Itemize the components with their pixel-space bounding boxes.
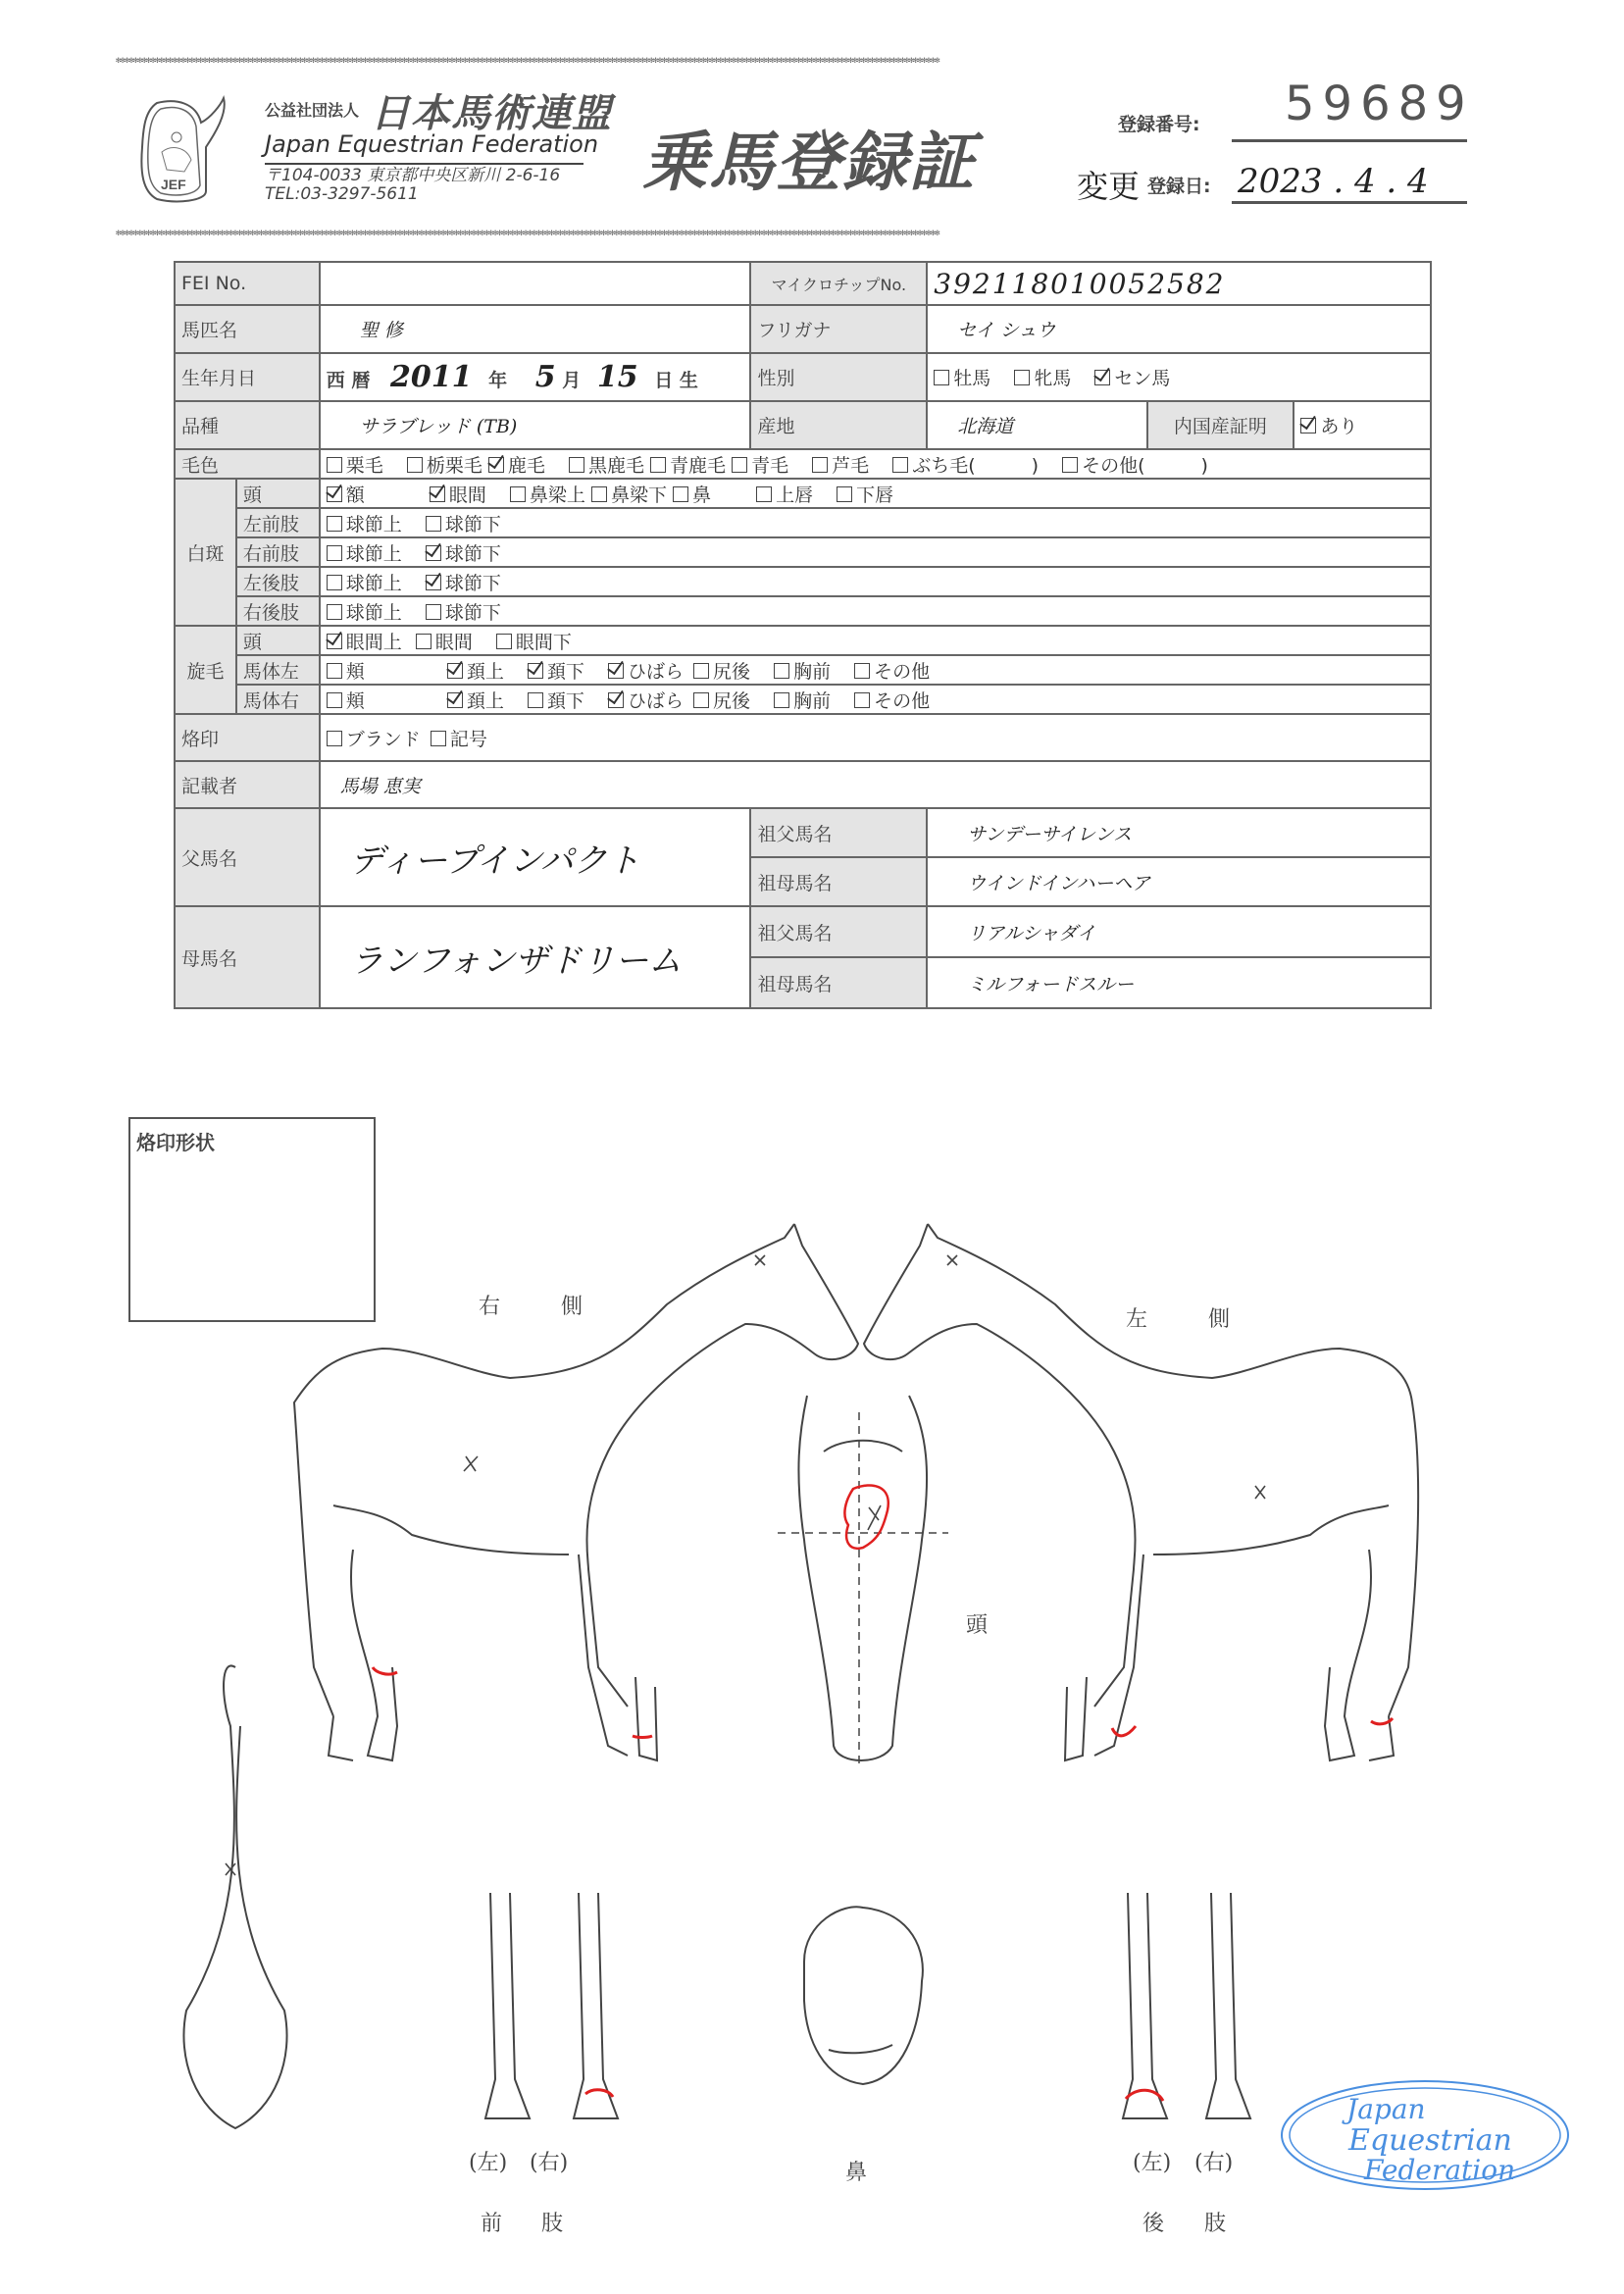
horse-top-view-drawing <box>183 1665 286 2128</box>
chip-field[interactable]: 392118010052582 <box>927 262 1431 305</box>
hind-legs-drawing <box>1123 1893 1250 2118</box>
breed-field[interactable]: サラブレッド (TB) <box>320 401 751 449</box>
color-option[interactable]: その他( ) <box>1062 451 1208 478</box>
head-label: 頭 <box>966 1613 989 1638</box>
part-label: 馬体右 <box>236 685 320 714</box>
front-right-label: (右) <box>530 2151 569 2175</box>
brand-options: ブランド 記号 <box>320 714 1431 761</box>
part-label: 右後肢 <box>236 596 320 626</box>
org-name-jp: 日本馬術連盟 <box>371 91 612 136</box>
fei-label: FEI No. <box>175 262 320 305</box>
whorl-body-right-options: 頬 頚上 頚下 ひばら 尻後 胸前 その他 <box>320 685 1431 714</box>
name-field[interactable]: 聖 修 <box>320 305 751 353</box>
svg-text:Federation: Federation <box>1364 2154 1516 2186</box>
color-option-checked[interactable]: 鹿毛 <box>488 451 545 478</box>
dob-day: 15 <box>596 360 638 394</box>
horse-left-side-drawing <box>864 1224 1418 1760</box>
front-left-label: (左) <box>469 2151 508 2175</box>
sex-label: 性別 <box>750 353 927 401</box>
kana-label: フリガナ <box>750 305 927 353</box>
part-label: 頭 <box>236 479 320 508</box>
white-markings-label: 白斑 <box>175 479 236 626</box>
option-label: 牝馬 <box>1034 368 1072 389</box>
white-right-hind-options: 球節上 球節下 <box>320 596 1431 626</box>
hind-left-label: (左) <box>1133 2151 1172 2175</box>
svg-text:Japan: Japan <box>1346 2093 1426 2125</box>
sire-field[interactable]: ディープインパクト <box>320 808 751 906</box>
dob-year-unit: 年 <box>488 370 508 391</box>
dob-month: 5 <box>534 360 556 394</box>
name-label: 馬匹名 <box>175 305 320 353</box>
reg-date-value: 2023 . 4 . 4 <box>1238 162 1429 201</box>
color-option[interactable]: 青毛 <box>732 451 788 478</box>
recorder-label: 記載者 <box>175 761 320 808</box>
dam-sire-field[interactable]: リアルシャダイ <box>927 906 1431 957</box>
part-label: 馬体左 <box>236 655 320 685</box>
reg-no-label: 登録番号: <box>1118 114 1200 135</box>
color-label: 毛色 <box>175 449 320 479</box>
front-caption-1: 前 <box>481 2212 503 2236</box>
color-option[interactable]: 青鹿毛 <box>650 451 726 478</box>
option-label: 牡馬 <box>953 368 991 389</box>
address-line: 〒104-0033 東京都中央区新川 2-6-16 <box>265 166 561 185</box>
part-label: 頭 <box>236 626 320 655</box>
change-mark: 変更 <box>1077 168 1141 205</box>
white-head-options: 額 眼間 鼻梁上 鼻梁下 鼻 上唇 下唇 <box>320 479 1431 508</box>
whorl-body-left-options: 頬 頚上 頚下 ひばら 尻後 胸前 その他 <box>320 655 1431 685</box>
chip-label: マイクロチップNo. <box>750 262 927 305</box>
part-label: 右前肢 <box>236 537 320 567</box>
hind-caption-1: 後 <box>1142 2212 1165 2236</box>
whorls-label: 旋毛 <box>175 626 236 714</box>
white-left-fore-options: 球節上 球節下 <box>320 508 1431 537</box>
part-label: 左前肢 <box>236 508 320 537</box>
sire-sire-field[interactable]: サンデーサイレンス <box>927 808 1431 857</box>
top-star-border: ✻✻✻✻✻✻✻✻✻✻✻✻✻✻✻✻✻✻✻✻✻✻✻✻✻✻✻✻✻✻✻✻✻✻✻✻✻✻✻✻✻✻✻✻✻✻✻✻✻✻✻✻✻✻✻✻✻✻✻✻✻✻✻✻✻✻✻✻✻✻✻✻✻✻✻✻✻✻✻✻✻✻✻✻✻✻✻✻✻✻✻✻✻✻✻✻✻✻✻✻✻✻✻✻✻✻✻✻✻✻✻✻✻✻✻✻✻✻✻✻✻✻✻✻✻✻✻✻✻✻✻✻✻✻✻✻✻✻✻✻✻✻✻✻✻✻✻✻✻✻✻✻✻✻✻✻✻✻✻✻✻✻✻✻✻✻✻✻✻✻✻✻✻✻✻✻✻✻✻✻✻✻✻✻✻✻✻✻✻✻ <box>116 57 939 65</box>
org-name-en: Japan Equestrian Federation <box>265 130 599 158</box>
nose-label: 鼻 <box>845 2161 868 2185</box>
dam-label: 母馬名 <box>175 906 320 1008</box>
reg-date-label: 登録日: <box>1147 176 1211 197</box>
recorder-field[interactable]: 馬場 恵実 <box>320 761 1431 808</box>
org-prefix: 公益社団法人 <box>265 101 360 120</box>
document-title: 乗馬登録証 <box>642 125 976 200</box>
white-left-hind-options: 球節上 球節下 <box>320 567 1431 596</box>
option-label: あり <box>1320 416 1358 437</box>
left-side-label: 左 側 <box>1126 1307 1237 1332</box>
dob-day-unit: 日 生 <box>654 370 698 391</box>
origin-field[interactable]: 北海道 <box>927 401 1146 449</box>
grandsire-label: 祖父馬名 <box>750 808 927 857</box>
kana-field[interactable]: セイ シュウ <box>927 305 1431 353</box>
white-right-fore-options: 球節上 球節下 <box>320 537 1431 567</box>
front-legs-drawing <box>485 1893 618 2118</box>
dob-year: 2011 <box>390 360 473 394</box>
color-option[interactable]: 栃栗毛 <box>407 451 482 478</box>
jef-official-stamp <box>1278 2077 1572 2193</box>
dob-month-unit: 月 <box>562 370 582 391</box>
horse-head-front-drawing <box>778 1396 948 1765</box>
dam-field[interactable]: ランフォンザドリーム <box>320 906 751 1008</box>
whorl-head-options: 眼間上 眼間 眼間下 <box>320 626 1431 655</box>
domestic-label: 内国産証明 <box>1147 401 1294 449</box>
hind-caption-2: 肢 <box>1204 2212 1227 2236</box>
color-option[interactable]: 黒鹿毛 <box>569 451 644 478</box>
hind-right-label: (右) <box>1194 2151 1234 2175</box>
color-option[interactable]: ぶち毛( ) <box>892 451 1039 478</box>
granddam-label: 祖母馬名 <box>750 857 927 906</box>
reg-no-value: 59689 <box>1285 76 1474 131</box>
svg-text:JEF: JEF <box>161 177 186 192</box>
brand-label: 烙印 <box>175 714 320 761</box>
origin-label: 産地 <box>750 401 927 449</box>
front-caption-2: 肢 <box>541 2212 564 2236</box>
svg-text:Equestrian: Equestrian <box>1348 2123 1512 2158</box>
sire-dam-field[interactable]: ウインドインハーヘア <box>927 857 1431 906</box>
grandsire-label: 祖父馬名 <box>750 906 927 957</box>
breed-label: 品種 <box>175 401 320 449</box>
dam-dam-field[interactable]: ミルフォードスルー <box>927 957 1431 1008</box>
part-label: 左後肢 <box>236 567 320 596</box>
nose-drawing <box>804 1907 923 2084</box>
granddam-label: 祖母馬名 <box>750 957 927 1008</box>
dob-label: 生年月日 <box>175 353 320 401</box>
dob-era: 西 暦 <box>326 370 371 391</box>
sire-label: 父馬名 <box>175 808 320 906</box>
option-label: セン馬 <box>1114 368 1171 389</box>
right-side-label: 右 側 <box>479 1295 589 1319</box>
color-option[interactable]: 栗毛 <box>327 451 383 478</box>
color-option[interactable]: 芦毛 <box>812 451 869 478</box>
bottom-star-border: ✻✻✻✻✻✻✻✻✻✻✻✻✻✻✻✻✻✻✻✻✻✻✻✻✻✻✻✻✻✻✻✻✻✻✻✻✻✻✻✻✻✻✻✻✻✻✻✻✻✻✻✻✻✻✻✻✻✻✻✻✻✻✻✻✻✻✻✻✻✻✻✻✻✻✻✻✻✻✻✻✻✻✻✻✻✻✻✻✻✻✻✻✻✻✻✻✻✻✻✻✻✻✻✻✻✻✻✻✻✻✻✻✻✻✻✻✻✻✻✻✻✻✻✻✻✻✻✻✻✻✻✻✻✻✻✻✻✻✻✻✻✻✻✻✻✻✻✻✻✻✻✻✻✻✻✻✻✻✻✻✻✻✻✻✻✻✻✻✻✻✻✻✻✻✻✻✻✻✻✻✻✻✻✻✻✻✻✻✻✻ <box>116 229 939 237</box>
horse-right-side-drawing <box>294 1224 858 1760</box>
brand-shape-label: 烙印形状 <box>136 1131 215 1154</box>
tel-line: TEL:03-3297-5611 <box>265 184 419 204</box>
